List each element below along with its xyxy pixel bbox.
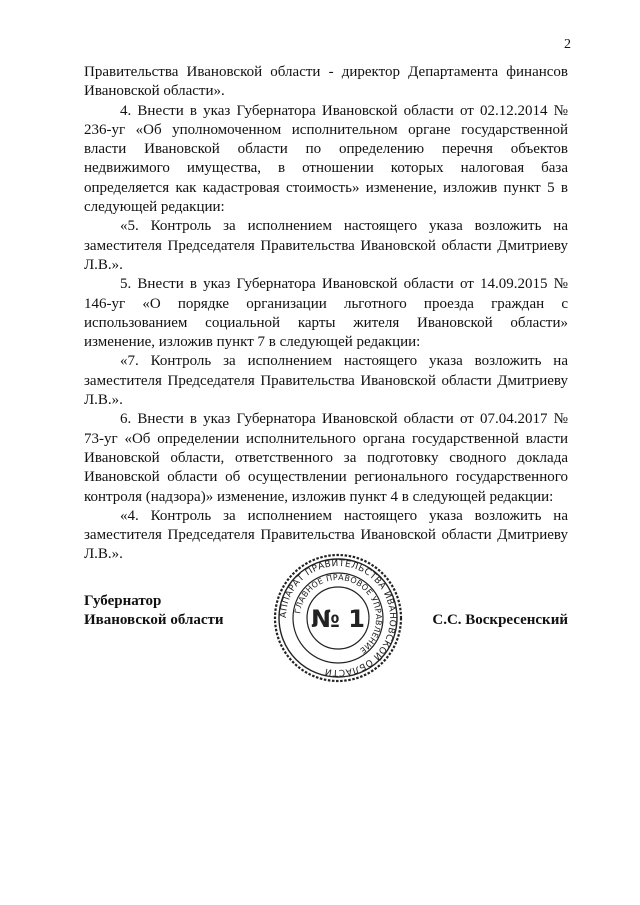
document-body <box>84 63 568 565</box>
paragraph: 4. Внести в указ Губернатора Ивановской области от 02.12.2014 № 236-уг «Об уполномоченном исполнительном органе государственной власти Ивановской области по определению перечня объектов недвижимого имущества, в отношении которых налоговая база определяется как кадастровая стоимость» изменение, изложив пункт 5 в следующей редакции: <box>84 102 568 216</box>
signatory-title <box>84 592 224 631</box>
official-seal <box>272 552 404 684</box>
paragraph: «7. Контроль за исполнением настоящего указа возложить на заместителя Председателя Правительства Ивановской области Дмитриеву Л.В.». <box>84 353 568 409</box>
seal-ring-text: АППАРАТ ПРАВИТЕЛЬСТВА ИВАНОВСКОЙ ОБЛАСТИ <box>278 558 398 678</box>
signatory-title-line: Губернатор <box>84 593 162 609</box>
signature-block <box>84 558 568 682</box>
page-number: 2 <box>564 37 571 52</box>
paragraph: «4. Контроль за исполнением настоящего указа возложить на заместителя Председателя Правительства Ивановской области Дмитриеву Л.В.». <box>84 507 568 563</box>
seal-number: № 1 <box>311 605 365 633</box>
seal-inner-text: ГЛАВНОЕ ПРАВОВОЕ УПРАВЛЕНИЕ <box>293 572 384 656</box>
paragraph: 6. Внести в указ Губернатора Ивановской области от 07.04.2017 № 73-уг «Об определении исполнительного органа государственной власти Ивановской области, ответственного за подготовку сводного доклада Ивановской области об осуществлении регионального государственного контроля (надзора)» изменение, изложив пункт 4 в следующей редакции: <box>84 411 568 505</box>
paragraph: Правительства Ивановской области - директор Департамента финансов Ивановской области». <box>84 64 568 100</box>
signatory-title-line: Ивановской области <box>84 612 224 629</box>
paragraph: 5. Внести в указ Губернатора Ивановской области от 14.09.2015 № 146-уг «О порядке организации льготного проезда граждан с использованием социальной карты жителя Ивановской области» изменение, изложив пункт 7 в следующей редакции: <box>84 276 568 351</box>
paragraph: «5. Контроль за исполнением настоящего указа возложить на заместителя Председателя Правительства Ивановской области Дмитриеву Л.В.». <box>84 218 568 273</box>
signatory-name: С.С. Воскресенский <box>432 612 568 628</box>
